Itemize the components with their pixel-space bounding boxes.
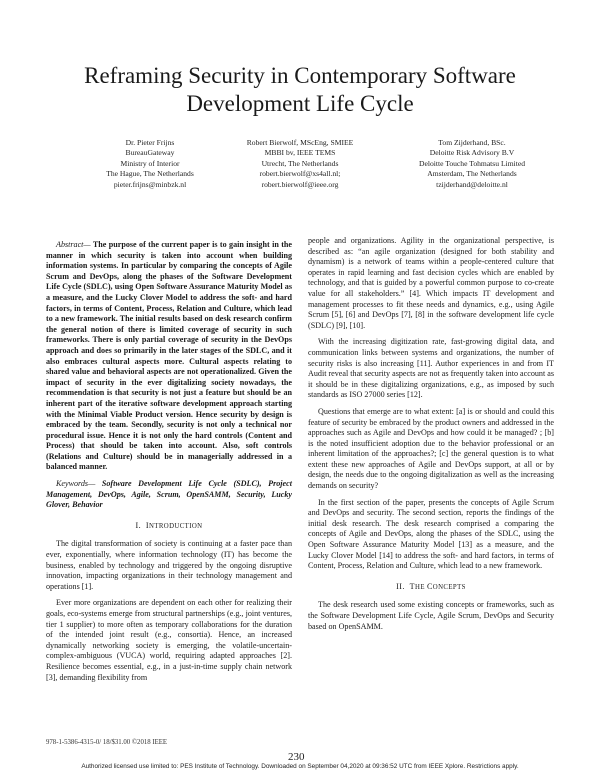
license-notice: Authorized licensed use limited to: PES Institute of Technology. Downloaded on September 04,2020 at 09:36:52 UTC from IEEE Xplore. Restrictions apply. xyxy=(81,763,519,770)
paragraph: people and organizations. Agility in the organizational perspective, is described as: “an agile organization (designed for both stability and dynamism) is a network of teams within a people-centered culture that operates in rapid learning and fast decision cycles which are enabled by technology, and that is guided by a powerful common purpose to co-create value for all stakeholders.” [4]. Which impacts IT development and management processes to fit these needs and dynamics, e.g., using Agile Scrum [5], [6] and DevOps [7], [8] in the software development life cycle (SDLC) [9], [10]. xyxy=(308,236,554,330)
author-affiliation: BureauGateway xyxy=(125,148,175,158)
section-heading-concepts: II. THE CONCEPTS xyxy=(396,581,466,591)
keywords-text: Software Development Life Cycle (SDLC), Project Management, DevOps, Agile, Scrum, OpenSAMM, Security, Lucky Glover, Behavior xyxy=(46,479,292,510)
paper-title: Reframing Security in Contemporary Software Development Life Cycle xyxy=(84,63,516,116)
paragraph: With the increasing digitization rate, fast-growing digital data, and communication links between systems and organizations, the number of security risks is also increasing [11]. Author experiences in and from IT Audit reveal that security aspects are not as frequently taken into account as it should be in these digitalizing organizations, e.g., as imposed by such standards as ISO 27000 series [12]. xyxy=(308,337,554,400)
left-column xyxy=(46,240,292,689)
page-number: 230 xyxy=(288,751,305,763)
abstract xyxy=(46,240,292,473)
author-name: Tom Zijderhand, BSc. xyxy=(438,138,506,147)
author-email[interactable]: tzijderhand@deloitte.nl xyxy=(436,179,508,189)
author-email[interactable]: robert.bierwolf@xs4all.nl; xyxy=(259,169,341,179)
author-affiliation: Deloitte Touche Tohmatsu Limited xyxy=(418,158,525,168)
paragraph: Ever more organizations are dependent on each other for realizing their goals, eco-systems emerge from structural partnerships (e.g., joint ventures, tier 1 supplier) to more often as temporary collaborations for the duration of the intended joint result (e.g., consortia). Hence, an increased dynamically networking society is emerging, the volatile-uncertain-complex-ambiguous (VUCA) world, requiring adapted approaches [2]. Resilience becomes essential, e.g., in a just-in-time supply chain network [3], demanding flexibility from xyxy=(46,598,292,682)
author-affiliation: Deloitte Risk Advisory B.V xyxy=(429,148,515,158)
keywords xyxy=(46,479,292,511)
author-affiliation: MBBI bv, IEEE TEMS xyxy=(264,148,336,158)
right-column xyxy=(308,236,554,638)
abstract-lead: Abstract— xyxy=(56,240,91,249)
author-location: The Hague, The Netherlands xyxy=(106,169,194,179)
paragraph: In the first section of the paper, presents the concepts of Agile Scrum and DevOps and security. The second section, reports the findings of the initial desk research. The desk research comprised a comparing the concepts of Agile and DevOps, along the phases of the SDLC, using the Open Software Assurance Maturity Model [13] as a measure, and the Lucky Clover Model [14] to address the soft- and hard factors, in terms of Content, Process, Relation and Culture, which lead to a new framework. xyxy=(308,497,554,571)
author-email[interactable]: pieter.frijns@minbzk.nl xyxy=(113,179,187,189)
author-email[interactable]: robert.bierwolf@ieee.org xyxy=(261,179,339,189)
paragraph: Questions that emerge are to what extent: [a] is or should and could this feature of security be embraced by the product owners and addressed in the approaches such as Agile and DevOps and how could it be managed? ; [b] is the noted insufficient adoption due to the behavior professional or an inherent limitation of the approaches?; [c] the general question is to what extent these new approaches of Agile and DevOps support, at all or by design, the needs due to the ongoing digitalization as well as the increasing demands on security? xyxy=(308,406,554,491)
author-block-2 xyxy=(210,138,390,190)
author-affiliation: Ministry of Interior xyxy=(120,158,180,168)
author-name: Robert Bierwolf, MScEng, SMIEE xyxy=(246,138,354,147)
author-name: Dr. Pieter Frijns xyxy=(125,138,175,147)
author-location: Amsterdam, The Netherlands xyxy=(427,169,517,179)
author-location: Utrecht, The Netherlands xyxy=(261,158,339,168)
keywords-lead: Keywords— xyxy=(56,479,96,489)
paragraph: The digital transformation of society is continuing at a faster pace than ever, exponentially, where information technology (IT) has become the business, enabled by technology and triggered by the ongoing disruptive innovation, impacting organizations in their technology management and operations [1]. xyxy=(46,539,292,591)
author-block-3 xyxy=(382,138,562,190)
section-heading-introduction: I. INTRODUCTION xyxy=(135,520,203,530)
isbn-footer: 978-1-5386-4315-0/ 18/$31.00 ©2018 IEEE xyxy=(46,739,168,746)
paragraph: The desk research used some existing concepts or frameworks, such as the Software Development Life Cycle, Agile Scrum, DevOps and Security based on OpenSAMM. xyxy=(308,600,554,631)
abstract-text: The purpose of the current paper is to gain insight in the manner in which security is taken into account when building information systems. In particular by comparing the concepts of Agile Scrum and DevOps, along the phases of the Software Development Life Cycle (SDLC), using Open Software Assurance Maturity Model as a measure, and the Lucky Clover Model to address the soft- and hard factors, in terms of Content, Process, Relation and Culture, which lead to a new framework. The initial results based on desk research confirm the general notion of there is limited coverage of security in such frameworks. There is only partial coverage of security in the DevOps approach and does so primarily in the later stages of the SDLC, and it also embraces cultural aspects more. Cultural aspects relating to shared value and behavioral aspects are not operationalized. Given the impact of security in the ever digitalizing society nowadays, the recommendation is that security is not just a feature but should be an inherent part of the iterative software development approach starting with the Minimal Viable Product version. Hence security by design is embraced by the team. Secondly, security is not only a technical nor procedural issue. Hence it is not only the hard controls (Content and Process) that should be taken into account. Also, soft controls (Relations and Culture) should be in managerially addressed in a balanced manner. xyxy=(46,240,292,472)
